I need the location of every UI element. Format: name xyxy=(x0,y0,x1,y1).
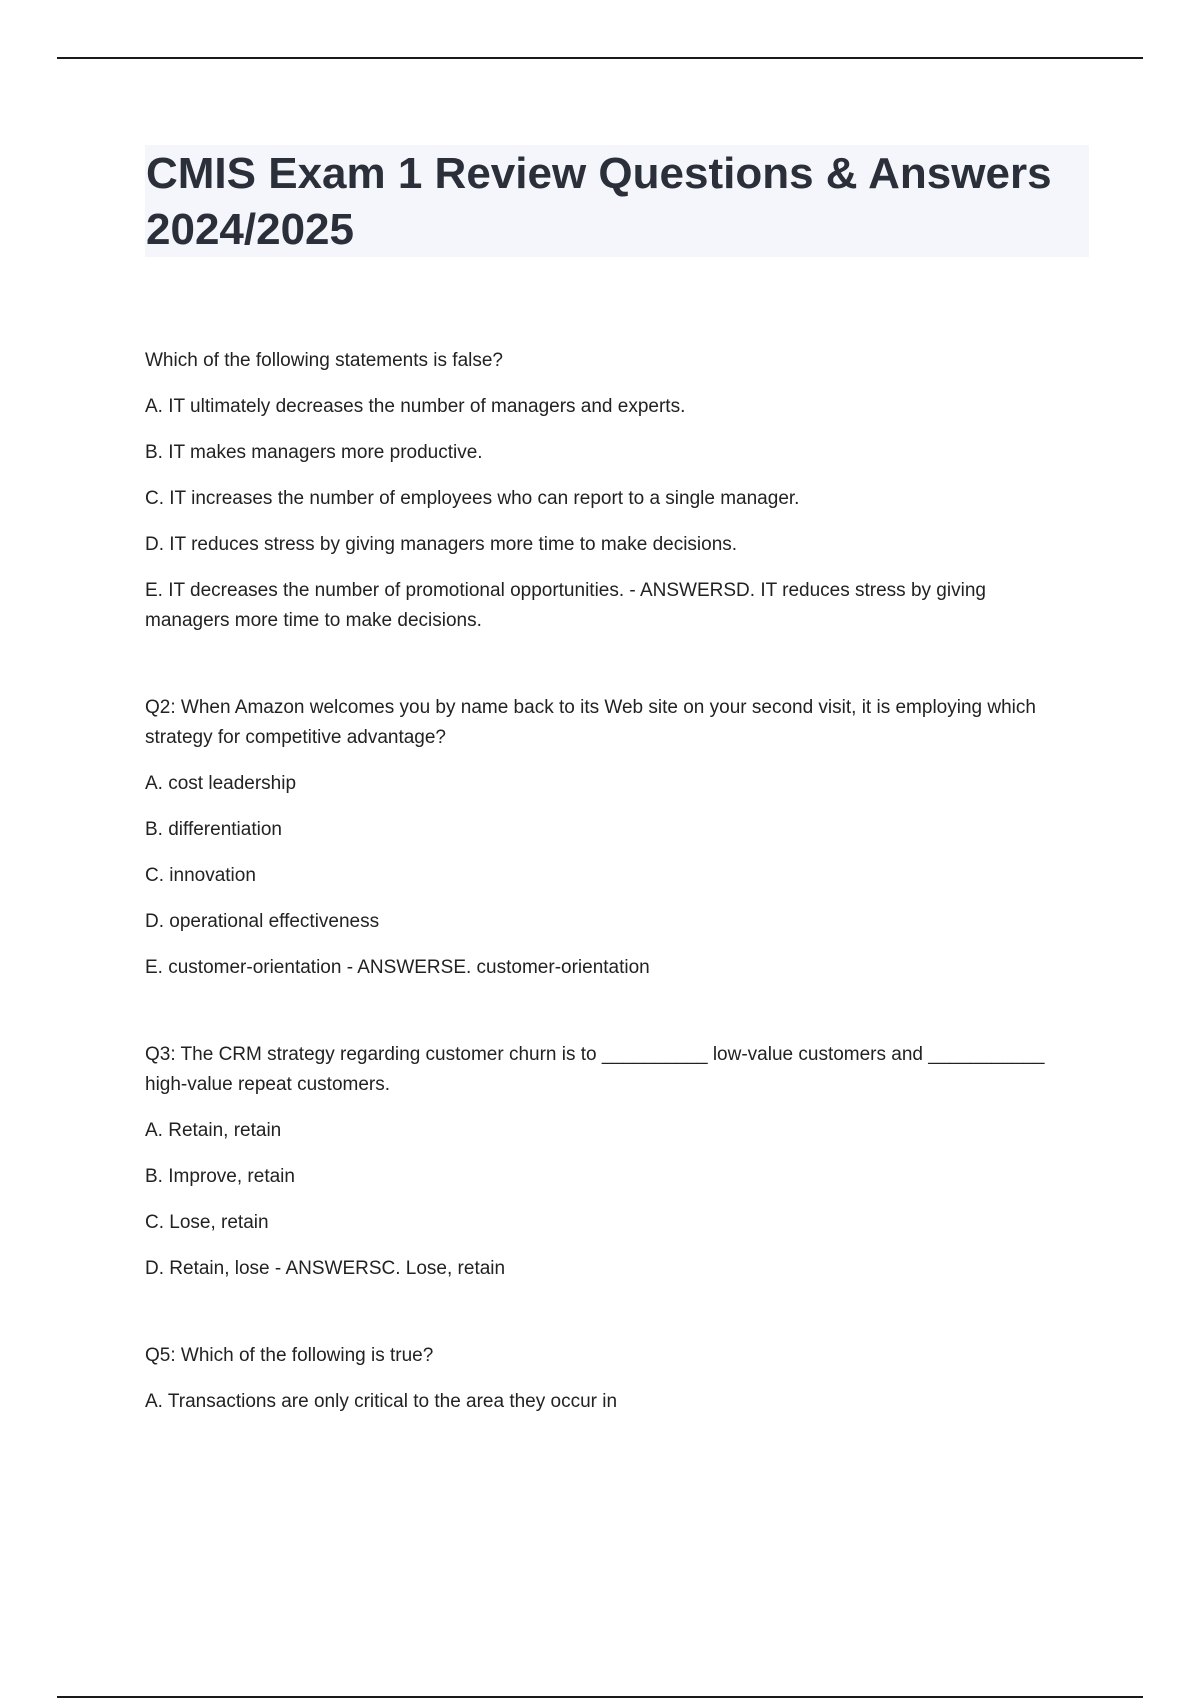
answer-option: A. Transactions are only critical to the area they occur in xyxy=(145,1391,618,1412)
question-prompt: Which of the following statements is false? xyxy=(145,350,504,371)
answer-option: C. Lose, retain xyxy=(145,1212,269,1233)
answer-option: C. innovation xyxy=(145,865,256,886)
question-block-2 xyxy=(145,693,1045,983)
question-block-5 xyxy=(145,1341,1045,1417)
answer-option: E. customer-orientation - ANSWERSE. customer-orientation xyxy=(145,957,650,978)
answer-option: B. IT makes managers more productive. xyxy=(145,442,483,463)
question-prompt: Q3: The CRM strategy regarding customer churn is to __________ low-value customers and ___________ high-value repeat customers. xyxy=(145,1044,1050,1095)
answer-option: A. cost leadership xyxy=(145,773,297,794)
answer-option: A. IT ultimately decreases the number of managers and experts. xyxy=(145,396,686,417)
question-block-1 xyxy=(145,346,1045,636)
answer-option: D. Retain, lose - ANSWERSC. Lose, retain xyxy=(145,1258,506,1279)
document-title: CMIS Exam 1 Review Questions & Answers 2024/2025 xyxy=(146,149,1052,254)
questions-body xyxy=(145,346,1050,1433)
question-prompt: Q5: Which of the following is true? xyxy=(145,1345,434,1366)
question-prompt: Q2: When Amazon welcomes you by name back to its Web site on your second visit, it is employing which strategy for competitive advantage? xyxy=(145,697,1042,748)
answer-option: D. IT reduces stress by giving managers more time to make decisions. xyxy=(145,534,738,555)
question-block-3 xyxy=(145,1040,1050,1284)
answer-option: E. IT decreases the number of promotional opportunities. - ANSWERSD. IT reduces stress by giving managers more time to make decisions. xyxy=(145,580,992,631)
answer-option: B. Improve, retain xyxy=(145,1166,295,1187)
answer-option: C. IT increases the number of employees who can report to a single manager. xyxy=(145,488,800,509)
answer-option: A. Retain, retain xyxy=(145,1120,282,1141)
bottom-rule xyxy=(57,1696,1143,1698)
answer-option: B. differentiation xyxy=(145,819,282,840)
top-rule xyxy=(57,57,1143,59)
answer-option: D. operational effectiveness xyxy=(145,911,380,932)
